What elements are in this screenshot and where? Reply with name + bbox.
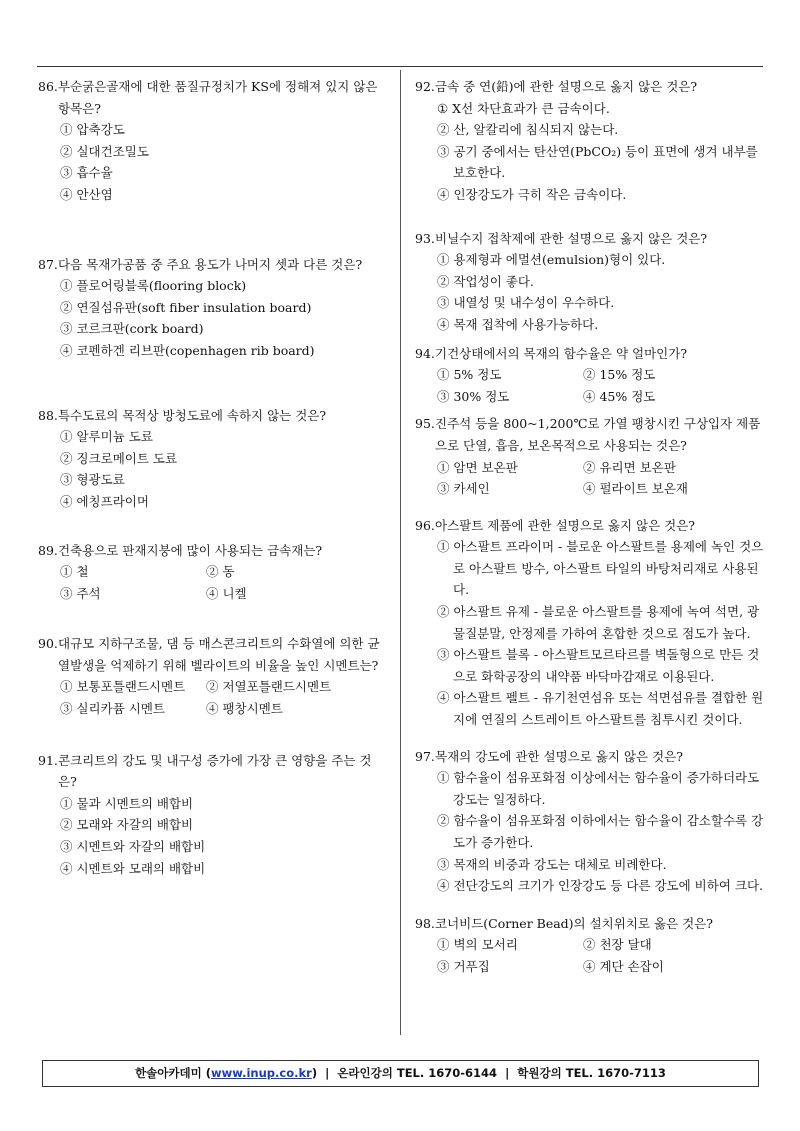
footer-brand: 한솔아카데미 (: [135, 1066, 211, 1080]
option-2[interactable]: ② 동: [206, 564, 235, 580]
column-divider: [400, 70, 401, 1035]
question-number: 94.: [415, 345, 435, 361]
right-column: [415, 76, 765, 978]
question-95: [415, 413, 765, 499]
option-grid: [415, 457, 765, 500]
question-text: 특수도료의 목적상 방청도료에 속하지 않는 것은?: [58, 407, 327, 423]
question-91: [38, 750, 388, 880]
option-4[interactable]: ④ 니켈: [206, 585, 247, 601]
question-89: [38, 540, 388, 605]
question-number: 89.: [38, 542, 58, 558]
option-1[interactable]: ① 알루미늄 도료: [60, 429, 153, 445]
option-4[interactable]: ④ 코펜하겐 리브판(copenhagen rib board): [60, 342, 315, 358]
option-4[interactable]: ④ 에칭프라이머: [60, 493, 149, 509]
question-text: 건축용으로 판재지붕에 많이 사용되는 금속재는?: [58, 542, 323, 558]
question-number: 87.: [38, 256, 58, 272]
option-grid: [38, 676, 388, 719]
option-grid: [415, 934, 765, 977]
footer-online-tel: 온라인강의 TEL. 1670-6144: [337, 1066, 498, 1080]
option-3[interactable]: ③ 30% 정도: [437, 388, 510, 404]
footer-website-link[interactable]: www.inup.co.kr: [210, 1066, 312, 1080]
question-92: [415, 76, 765, 206]
question-stem: [415, 413, 765, 456]
question-stem: [415, 228, 765, 250]
option-3[interactable]: ③ 흡수율: [60, 165, 113, 181]
question-text: 대규모 지하구조물, 댐 등 매스콘크리트의 수화열에 의한 균열발생을 억제하기 위해 벨라이트의 비율을 높인 시멘트는?: [58, 636, 380, 673]
question-number: 97.: [415, 748, 435, 764]
option-1[interactable]: ① 5% 정도: [437, 367, 502, 383]
footer-separator: |: [325, 1066, 330, 1080]
question-text: 금속 중 연(鉛)에 관한 설명으로 옳지 않은 것은?: [435, 79, 698, 94]
question-94: [415, 343, 765, 408]
question-text: 다음 목재가공품 중 주요 용도가 나머지 셋과 다른 것은?: [58, 256, 363, 272]
option-4[interactable]: ④ 목재 접착에 사용가능하다.: [437, 316, 599, 332]
option-2[interactable]: ② 유리면 보온판: [583, 459, 676, 475]
option-4[interactable]: ④ 전단강도의 크기가 인장강도 등 다른 강도에 비하여 크다.: [437, 878, 763, 894]
question-number: 92.: [415, 79, 435, 94]
question-stem: [415, 343, 765, 365]
question-stem: [415, 515, 765, 537]
option-2[interactable]: ② 연질섬유판(soft fiber insulation board): [60, 299, 312, 315]
option-2[interactable]: ② 산, 알칼리에 침식되지 않는다.: [437, 122, 619, 138]
question-number: 95.: [415, 416, 435, 432]
option-1[interactable]: ① 벽의 모서리: [437, 937, 518, 953]
option-3[interactable]: ③ 코르크판(cork board): [60, 321, 204, 337]
question-text: 부순굵은골재에 대한 품질규정치가 KS에 정해져 있지 않은 항목은?: [58, 79, 378, 116]
option-3[interactable]: ③ 주석: [60, 585, 101, 601]
question-stem: [38, 254, 388, 276]
option-1[interactable]: ① 물과 시멘트의 배합비: [60, 795, 194, 811]
option-4[interactable]: ④ 아스팔트 펠트 - 유기천연섬유 또는 석면섬유를 결합한 원지에 연질의 스트레이트 아스팔트를 침투시킨 것이다.: [437, 690, 764, 728]
option-2[interactable]: ② 징크로메이트 도료: [60, 450, 178, 466]
question-stem: [38, 750, 388, 793]
option-4[interactable]: ④ 인장강도가 극히 작은 금속이다.: [437, 186, 627, 202]
option-2[interactable]: ② 모래와 자갈의 배합비: [60, 817, 194, 833]
question-number: 96.: [415, 517, 435, 533]
question-number: 93.: [415, 230, 435, 246]
option-2[interactable]: ② 저열포틀랜드시멘트: [206, 679, 332, 695]
question-number: 90.: [38, 636, 58, 652]
option-3[interactable]: ③ 아스팔트 블록 - 아스팔트모르타르를 벽돌형으로 만든 것으로 화학공장의 내약품 바닥마감재로 이용된다.: [437, 647, 760, 684]
question-98: [415, 913, 765, 978]
option-1[interactable]: ① 플로어링블록(flooring block): [60, 278, 247, 294]
footer-brand-close: ): [311, 1066, 318, 1080]
footer-separator: |: [505, 1066, 510, 1080]
option-3[interactable]: ③ 시멘트와 자갈의 배합비: [60, 839, 206, 855]
question-text: 코너비드(Corner Bead)의 설치위치로 옳은 것은?: [435, 915, 713, 931]
question-97: [415, 746, 765, 897]
top-rule: [37, 66, 763, 67]
question-stem: [38, 633, 388, 676]
question-text: 기건상태에서의 목재의 함수율은 약 얼마인가?: [435, 345, 688, 361]
question-stem: [415, 76, 765, 98]
option-3[interactable]: ③ 거푸집: [437, 958, 490, 974]
option-1[interactable]: ① 보통포틀랜드시멘트: [60, 679, 186, 695]
option-1[interactable]: ① 용제형과 에멀션(emulsion)형이 있다.: [437, 252, 666, 268]
question-stem: [38, 540, 388, 562]
question-96: [415, 515, 765, 731]
option-3[interactable]: ③ 내열성 및 내수성이 우수하다.: [437, 295, 615, 311]
question-88: [38, 405, 388, 513]
option-2[interactable]: ② 15% 정도: [583, 367, 656, 383]
option-1[interactable]: ① 압축강도: [60, 122, 125, 138]
option-3[interactable]: ③ 카세인: [437, 481, 490, 497]
option-1[interactable]: ① 철: [60, 564, 89, 580]
question-number: 91.: [38, 752, 58, 768]
option-3[interactable]: ③ 형광도료: [60, 472, 125, 488]
option-2[interactable]: ② 작업성이 좋다.: [437, 273, 534, 289]
option-4[interactable]: ④ 펄라이트 보온재: [583, 481, 688, 497]
question-93: [415, 228, 765, 336]
question-stem: [415, 746, 765, 768]
question-text: 콘크리트의 강도 및 내구성 증가에 가장 큰 영향을 주는 것은?: [58, 752, 372, 790]
question-number: 86.: [38, 79, 58, 94]
question-text: 목재의 강도에 관한 설명으로 옳지 않은 것은?: [435, 748, 683, 764]
option-2[interactable]: ② 실대건조밀도: [60, 143, 149, 159]
footer-offline-tel: 학원강의 TEL. 1670-7113: [517, 1066, 666, 1080]
question-86: [38, 76, 388, 206]
footer-banner: [42, 1060, 759, 1087]
option-2[interactable]: ② 천장 달대: [583, 937, 652, 953]
option-1[interactable]: ① 암면 보온판: [437, 459, 518, 475]
question-text: 진주석 등을 800~1,200℃로 가열 팽창시킨 구상입자 제품으로 단열, 흡음, 보온목적으로 사용되는 것은?: [435, 416, 761, 453]
option-1[interactable]: ① 아스팔트 프라이머 - 블로운 아스팔트를 용제에 녹인 것으로 아스팔트 방수, 아스팔트 타일의 바탕처리재로 사용된다.: [437, 539, 764, 598]
option-3[interactable]: ③ 공기 중에서는 탄산연(PbCO₂) 등이 표면에 생겨 내부를 보호한다.: [437, 143, 758, 181]
option-3[interactable]: ③ 실리카퓸 시멘트: [60, 701, 165, 717]
question-87: [38, 254, 388, 362]
option-4[interactable]: ④ 안산염: [60, 186, 113, 202]
option-2[interactable]: ② 아스팔트 유제 - 블로운 아스팔트를 용제에 녹여 석면, 광물질분말, 안정제를 가하여 혼합한 것으로 점도가 높다.: [437, 604, 760, 641]
option-1[interactable]: ① X선 차단효과가 큰 금속이다.: [437, 100, 610, 116]
option-grid: [415, 364, 765, 407]
question-stem: [415, 913, 765, 935]
question-text: 비닐수지 접착제에 관한 설명으로 옳지 않은 것은?: [435, 230, 708, 246]
option-4[interactable]: ④ 팽창시멘트: [206, 701, 283, 717]
option-2[interactable]: ② 함수율이 섬유포화점 이하에서는 함수율이 감소할수록 강도가 증가한다.: [437, 813, 764, 850]
question-stem: [38, 76, 388, 119]
option-4[interactable]: ④ 시멘트와 모래의 배합비: [60, 860, 206, 876]
option-3[interactable]: ③ 목재의 비중과 강도는 대체로 비례한다.: [437, 856, 667, 872]
question-stem: [38, 405, 388, 427]
question-90: [38, 633, 388, 719]
option-grid: [38, 561, 388, 604]
option-4[interactable]: ④ 45% 정도: [583, 388, 656, 404]
option-4[interactable]: ④ 계단 손잡이: [583, 958, 664, 974]
question-text: 아스팔트 제품에 관한 설명으로 옳지 않은 것은?: [435, 517, 695, 533]
question-number: 88.: [38, 407, 58, 423]
option-1[interactable]: ① 함수율이 섬유포화점 이상에서는 함수율이 증가하더라도 강도는 일정하다.: [437, 770, 760, 807]
left-column: [38, 76, 388, 879]
question-number: 98.: [415, 915, 435, 931]
